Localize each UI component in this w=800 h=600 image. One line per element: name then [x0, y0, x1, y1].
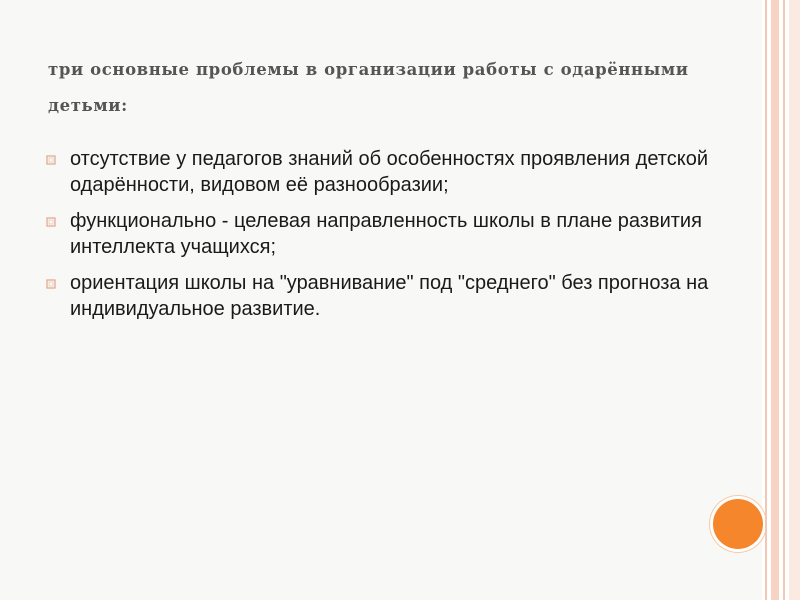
decorative-stripes [765, 0, 800, 600]
hollow-square-icon [46, 217, 56, 227]
stripe [765, 0, 767, 600]
list-item [44, 208, 744, 260]
hollow-square-icon [46, 155, 56, 165]
bullet-list [44, 146, 744, 332]
list-item-text: функционально - целевая направленность школы в плане развития интеллекта учащихся; [70, 210, 702, 258]
hollow-square-icon [46, 279, 56, 289]
list-item [44, 146, 744, 198]
slide-title: три основные проблемы в организации работы с одарёнными детьми: [48, 60, 689, 115]
decorative-orange-circle [713, 499, 763, 549]
stripe [789, 0, 800, 600]
stripe [783, 0, 785, 600]
list-item [44, 270, 744, 322]
stripe [771, 0, 779, 600]
list-item-text: ориентация школы на "уравнивание" под "среднего" без прогноза на индивидуальное развитие. [70, 272, 709, 320]
list-item-text: отсутствие у педагогов знаний об особенностях проявления детской одарённости, видовом её разнообразии; [70, 148, 708, 196]
